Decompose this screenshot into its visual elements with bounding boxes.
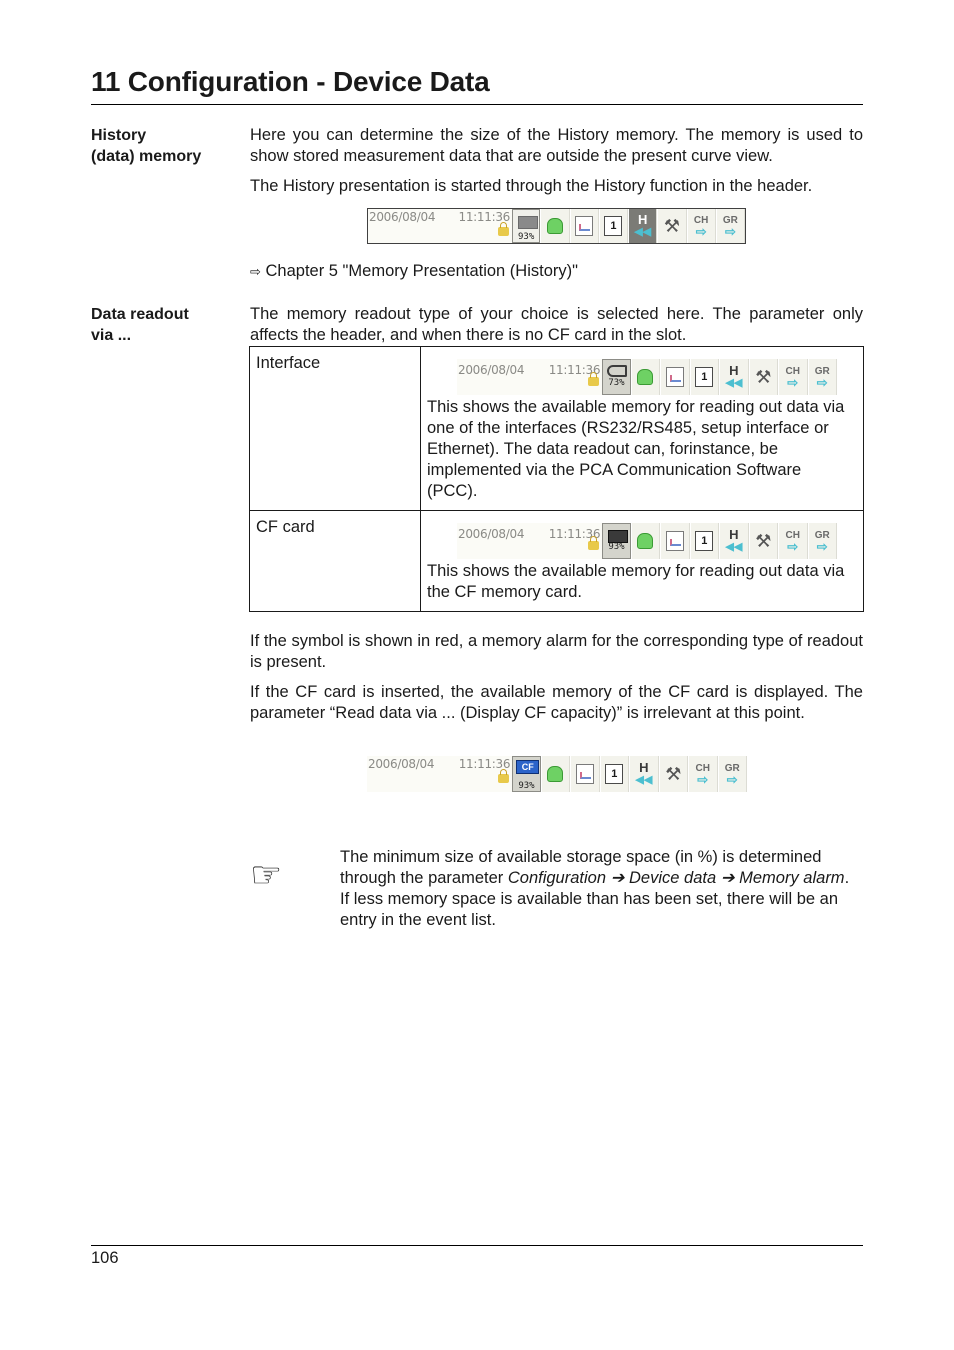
group-arrow-icon: ⇨ — [816, 375, 828, 390]
memory-button[interactable] — [512, 209, 540, 243]
lock-icon — [498, 774, 509, 783]
history-button[interactable] — [630, 756, 658, 792]
lock-icon — [588, 377, 599, 386]
chapter-reference — [250, 262, 578, 281]
history-icon — [725, 364, 742, 390]
note-text — [340, 847, 862, 931]
readout-table — [249, 346, 864, 612]
channel-arrow-icon: ⇨ — [695, 224, 707, 239]
pages-icon: 1 — [605, 764, 623, 784]
tools-button[interactable] — [750, 523, 778, 559]
channel-icon — [786, 530, 800, 552]
alarm-button[interactable] — [632, 523, 660, 559]
chart-icon — [575, 216, 593, 236]
alarm-bell-icon — [637, 369, 653, 385]
header-rule — [91, 104, 863, 105]
group-button[interactable] — [719, 756, 747, 792]
date-text: 2006/08/04 — [368, 757, 435, 771]
group-label: GR — [814, 366, 830, 377]
group-icon — [815, 530, 830, 552]
date-text: 2006/08/04 — [458, 363, 525, 377]
pages-button[interactable] — [691, 359, 719, 395]
cf-card-icon: CF — [516, 760, 539, 774]
readout-intro: The memory readout type of your choice is selected here. The parameter only affects the header, and when there is no CF card in the slot. — [250, 305, 863, 344]
history-para-2: The History presentation is started through the History function in the header. — [250, 177, 813, 195]
group-button[interactable] — [809, 523, 837, 559]
time-text: 11:11:36 — [458, 757, 511, 771]
history-rewind-icon: ◀◀ — [634, 226, 652, 238]
channel-button[interactable] — [688, 209, 716, 243]
datetime-display — [367, 756, 512, 792]
history-icon — [725, 528, 742, 554]
channel-button[interactable] — [779, 359, 807, 395]
table-row — [250, 347, 864, 511]
row-content-cf-card — [421, 511, 864, 612]
page-number: 106 — [91, 1249, 119, 1267]
table-row — [250, 511, 864, 612]
reference-arrow-icon: ⇨ — [250, 264, 261, 279]
pointing-hand-icon: ☞ — [250, 854, 283, 895]
page-title: 11 Configuration - Device Data — [91, 66, 490, 97]
tools-button[interactable] — [660, 756, 688, 792]
channel-button[interactable] — [779, 523, 807, 559]
header-toolbar-interface — [457, 359, 837, 395]
history-button[interactable] — [720, 359, 748, 395]
readout-side-label-line1: Data readout — [91, 306, 189, 323]
chart-icon — [666, 367, 684, 387]
channel-button[interactable] — [689, 756, 717, 792]
note-text-part1: The minimum size of available storage space (in %) is determined through the parameter — [340, 848, 822, 887]
history-side-label-line1: History — [91, 127, 147, 144]
readout-side-label — [91, 304, 189, 346]
note-text-part2: . If less memory space is available than has been set, there will be an entry in the event list. — [340, 869, 850, 929]
memory-chip-icon — [518, 216, 538, 229]
group-arrow-icon: ⇨ — [816, 539, 828, 554]
group-icon — [725, 763, 740, 785]
group-button[interactable] — [809, 359, 837, 395]
datetime-display — [457, 359, 602, 395]
alarm-bell-icon — [547, 766, 563, 782]
alarm-bell-icon — [637, 533, 653, 549]
group-icon — [815, 366, 830, 388]
tools-icon: ⚒ — [663, 215, 680, 236]
pages-button[interactable] — [600, 209, 628, 243]
time-text: 11:11:36 — [548, 363, 601, 377]
memory-alarm-para: If the symbol is shown in red, a memory alarm for the corresponding type of readout is present. — [250, 632, 863, 671]
alarm-button[interactable] — [541, 209, 569, 243]
group-label: GR — [814, 530, 830, 541]
memory-percent: 93% — [518, 232, 535, 242]
events-button[interactable] — [661, 359, 689, 395]
cf-inserted-para: If the CF card is inserted, the available memory of the CF card is displayed. The parameter “Read data via ... (Display CF capacity)” is irrelevant at this point. — [250, 683, 863, 722]
history-rewind-icon: ◀◀ — [725, 541, 743, 553]
row-content-interface — [421, 347, 864, 511]
channel-icon — [694, 215, 708, 237]
history-rewind-icon: ◀◀ — [635, 774, 653, 786]
channel-label: CH — [785, 530, 800, 541]
memory-button[interactable] — [602, 523, 630, 559]
pages-icon: 1 — [695, 367, 713, 387]
datetime-display — [457, 523, 602, 559]
header-toolbar-cf — [457, 523, 837, 559]
memory-button[interactable] — [512, 756, 540, 792]
date-text: 2006/08/04 — [458, 527, 525, 541]
events-button[interactable] — [571, 756, 599, 792]
chart-icon — [576, 764, 594, 784]
footer-rule — [91, 1245, 863, 1246]
lock-icon — [498, 227, 509, 236]
alarm-button[interactable] — [542, 756, 570, 792]
history-side-label — [91, 125, 201, 167]
group-arrow-icon: ⇨ — [724, 224, 736, 239]
datetime-display — [368, 209, 512, 243]
lock-icon — [588, 541, 599, 550]
channel-arrow-icon: ⇨ — [787, 375, 799, 390]
history-icon — [634, 213, 651, 239]
events-button[interactable] — [571, 209, 599, 243]
history-button[interactable] — [629, 209, 657, 243]
channel-arrow-icon: ⇨ — [787, 539, 799, 554]
tools-icon: ⚒ — [755, 366, 772, 387]
cf-card-description: This shows the available memory for reading out data via the CF memory card. — [427, 562, 845, 601]
channel-icon — [696, 763, 710, 785]
row-label-interface: Interface — [250, 347, 421, 511]
history-button[interactable] — [720, 523, 748, 559]
history-letter: H — [639, 760, 649, 775]
readout-side-label-line2: via ... — [91, 327, 132, 344]
header-toolbar-cf-inserted — [367, 756, 747, 792]
group-label: GR — [722, 215, 738, 226]
pages-icon: 1 — [695, 531, 713, 551]
tools-icon: ⚒ — [665, 763, 682, 784]
alarm-button[interactable] — [632, 359, 660, 395]
group-icon — [723, 215, 738, 237]
interface-description: This shows the available memory for reading out data via one of the interfaces (RS232/RS485, setup interface or Ethernet). The data readout can, forinstance, be implemented via the PCA Communication Software (PCC). — [427, 398, 845, 500]
pages-icon: 1 — [604, 216, 622, 236]
memory-button[interactable] — [602, 359, 630, 395]
channel-label: CH — [695, 763, 710, 774]
time-text: 11:11:36 — [458, 210, 511, 224]
memory-percent: 93% — [518, 781, 535, 791]
channel-icon — [786, 366, 800, 388]
channel-label: CH — [693, 215, 709, 226]
history-rewind-icon: ◀◀ — [725, 377, 743, 389]
channel-label: CH — [785, 366, 800, 377]
history-letter: H — [637, 212, 648, 227]
history-letter: H — [729, 363, 739, 378]
channel-arrow-icon: ⇨ — [697, 772, 709, 787]
time-text: 11:11:36 — [548, 527, 601, 541]
pages-button[interactable] — [691, 523, 719, 559]
memory-percent: 73% — [608, 378, 625, 388]
tools-button[interactable] — [658, 209, 686, 243]
history-icon — [635, 761, 652, 787]
pages-button[interactable] — [601, 756, 629, 792]
tools-button[interactable] — [750, 359, 778, 395]
header-toolbar-history — [367, 208, 746, 244]
group-arrow-icon: ⇨ — [726, 772, 738, 787]
row-label-cf-card: CF card — [250, 511, 421, 612]
memory-percent: 93% — [608, 542, 625, 552]
note-parameter-path: Configuration ➔ Device data ➔ Memory alarm — [507, 869, 845, 887]
history-para-1: Here you can determine the size of the History memory. The memory is used to show stored measurement data that are outside the present curve view. — [250, 126, 863, 165]
history-letter: H — [729, 527, 739, 542]
group-button[interactable] — [717, 209, 745, 243]
group-label: GR — [724, 763, 740, 774]
events-button[interactable] — [661, 523, 689, 559]
alarm-bell-icon — [547, 218, 563, 234]
chart-icon — [666, 531, 684, 551]
date-text: 2006/08/04 — [369, 210, 436, 224]
reference-text: Chapter 5 "Memory Presentation (History)" — [265, 262, 578, 280]
history-side-label-line2: (data) memory — [91, 148, 202, 165]
tools-icon: ⚒ — [755, 530, 772, 551]
